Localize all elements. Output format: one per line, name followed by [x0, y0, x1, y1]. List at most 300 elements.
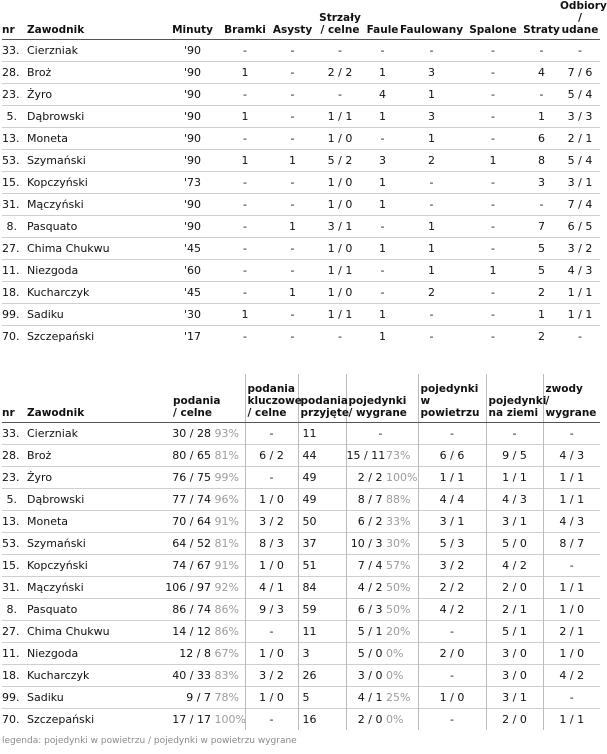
- cell-shots: -: [315, 84, 365, 106]
- cell-nr: 23.: [2, 84, 25, 106]
- cell-fouls: 1: [365, 172, 400, 194]
- table-row: [2, 172, 600, 194]
- table-row: [2, 532, 600, 554]
- cell-key-passes: -: [245, 466, 298, 488]
- cell-ground-duels: 2 / 0: [486, 576, 543, 598]
- cell-goals: 1: [220, 106, 270, 128]
- cell-losses: 5: [523, 260, 560, 282]
- cell-offsides: -: [463, 84, 523, 106]
- cell-minutes: '90: [165, 194, 220, 216]
- cell-player: Sadiku: [25, 686, 165, 708]
- duels-value: 4 / 2: [357, 580, 383, 594]
- cell-ground-duels: 3 / 0: [486, 642, 543, 664]
- cell-ground-duels: 3 / 1: [486, 686, 543, 708]
- table-row: [2, 488, 600, 510]
- cell-player: Szymański: [25, 532, 165, 554]
- cell-offsides: -: [463, 172, 523, 194]
- cell-air-duels: 4 / 4: [418, 488, 486, 510]
- cell-nr: 11.: [2, 642, 25, 664]
- cell-received: 16: [298, 708, 346, 730]
- cell-losses: 4: [523, 62, 560, 84]
- cell-key-passes: 1 / 0: [245, 488, 298, 510]
- passes-value: 76 / 75: [172, 470, 211, 484]
- cell-ground-duels: 2 / 1: [486, 598, 543, 620]
- cell-goals: -: [220, 260, 270, 282]
- col-dribbles-l2: / wygrane: [545, 394, 597, 419]
- table-row: [2, 466, 600, 488]
- cell-received: 51: [298, 554, 346, 576]
- cell-player: Sadiku: [25, 304, 165, 326]
- cell-player: Cierzniak: [25, 422, 165, 444]
- cell-nr: 8.: [2, 216, 25, 238]
- cell-air-duels: 4 / 2: [418, 598, 486, 620]
- cell-losses: 7: [523, 216, 560, 238]
- cell-key-passes: 6 / 2: [245, 444, 298, 466]
- cell-dribbles: 1 / 1: [543, 576, 600, 598]
- cell-passes: [165, 620, 245, 642]
- cell-goals: -: [220, 282, 270, 304]
- cell-fouled: 1: [400, 216, 463, 238]
- cell-assists: -: [270, 260, 315, 282]
- duels-pct: 20%: [386, 624, 411, 638]
- table-row: [2, 510, 600, 532]
- passes-value: 14 / 12: [172, 624, 211, 638]
- cell-dribbles: 4 / 3: [543, 510, 600, 532]
- cell-tackles: 3 / 1: [560, 172, 600, 194]
- cell-offsides: 1: [463, 150, 523, 172]
- table-row: [2, 40, 600, 62]
- cell-ground-duels: 3 / 1: [486, 510, 543, 532]
- cell-received: 11: [298, 422, 346, 444]
- passes-value: 74 / 67: [172, 558, 211, 572]
- cell-fouled: -: [400, 326, 463, 348]
- cell-nr: 31.: [2, 576, 25, 598]
- cell-dribbles: -: [543, 686, 600, 708]
- cell-air-duels: 1 / 1: [418, 466, 486, 488]
- match-stats-body: [2, 40, 600, 348]
- cell-nr: 31.: [2, 194, 25, 216]
- cell-nr: 15.: [2, 554, 25, 576]
- col-passes: [165, 374, 245, 422]
- cell-shots: -: [315, 326, 365, 348]
- col-nr: nr: [2, 374, 25, 422]
- cell-assists: -: [270, 194, 315, 216]
- passes-pct: 99%: [214, 470, 239, 484]
- cell-fouls: 1: [365, 238, 400, 260]
- table-row: [2, 194, 600, 216]
- cell-shots: 1 / 0: [315, 194, 365, 216]
- cell-offsides: -: [463, 282, 523, 304]
- col-offsides: Spalone: [463, 0, 523, 40]
- table-row: [2, 642, 600, 664]
- passes-pct: 91%: [214, 514, 239, 528]
- cell-received: 3: [298, 642, 346, 664]
- cell-received: 49: [298, 466, 346, 488]
- cell-duels: [346, 576, 418, 598]
- cell-passes: [165, 532, 245, 554]
- cell-player: Chima Chukwu: [25, 238, 165, 260]
- duels-pct: 0%: [386, 646, 404, 660]
- cell-nr: 70.: [2, 326, 25, 348]
- match-stats-table: [2, 0, 607, 347]
- table-row: [2, 282, 600, 304]
- passes-pct: 83%: [214, 668, 239, 682]
- cell-fouls: 3: [365, 150, 400, 172]
- cell-received: 84: [298, 576, 346, 598]
- duels-value: 2 / 2: [357, 470, 383, 484]
- table-row: [2, 238, 600, 260]
- duels-value: 3 / 0: [357, 668, 383, 682]
- cell-nr: 33.: [2, 40, 25, 62]
- cell-dribbles: -: [543, 554, 600, 576]
- cell-duels: [346, 686, 418, 708]
- cell-player: Kucharczyk: [25, 282, 165, 304]
- cell-losses: 1: [523, 106, 560, 128]
- cell-assists: -: [270, 326, 315, 348]
- cell-air-duels: -: [418, 620, 486, 642]
- cell-shots: 3 / 1: [315, 216, 365, 238]
- duels-value: 6 / 2: [357, 514, 383, 528]
- table-row: [2, 422, 600, 444]
- duels-pct: 0%: [386, 712, 404, 726]
- cell-player: Żyro: [25, 84, 165, 106]
- cell-received: 5: [298, 686, 346, 708]
- col-air-l1: pojedynki: [420, 382, 479, 395]
- cell-key-passes: 1 / 0: [245, 686, 298, 708]
- cell-goals: -: [220, 40, 270, 62]
- cell-goals: -: [220, 238, 270, 260]
- cell-fouls: 1: [365, 326, 400, 348]
- cell-player: Cierzniak: [25, 40, 165, 62]
- cell-key-passes: -: [245, 422, 298, 444]
- cell-air-duels: 2 / 2: [418, 576, 486, 598]
- cell-assists: 1: [270, 282, 315, 304]
- cell-received: 50: [298, 510, 346, 532]
- passes-value: 30 / 28: [172, 426, 211, 440]
- cell-losses: 8: [523, 150, 560, 172]
- cell-passes: [165, 510, 245, 532]
- col-tackles: [560, 0, 607, 40]
- table-row: [2, 326, 600, 348]
- cell-fouled: 1: [400, 128, 463, 150]
- passes-value: 17 / 17: [172, 712, 211, 726]
- cell-air-duels: 6 / 6: [418, 444, 486, 466]
- table-row: [2, 216, 600, 238]
- cell-air-duels: 3 / 2: [418, 554, 486, 576]
- col-passes-l1: podania: [173, 394, 221, 407]
- duels-pct: 33%: [386, 514, 411, 528]
- passes-value: 106 / 97: [165, 580, 211, 594]
- table-row: [2, 304, 600, 326]
- cell-tackles: 7 / 6: [560, 62, 600, 84]
- cell-fouled: -: [400, 304, 463, 326]
- col-fouled: Faulowany: [400, 0, 463, 40]
- cell-assists: 1: [270, 216, 315, 238]
- cell-fouled: 1: [400, 84, 463, 106]
- cell-player: Niezgoda: [25, 260, 165, 282]
- cell-received: 49: [298, 488, 346, 510]
- table-row: [2, 150, 600, 172]
- cell-fouls: -: [365, 128, 400, 150]
- cell-nr: 5.: [2, 106, 25, 128]
- cell-tackles: 6 / 5: [560, 216, 600, 238]
- duels-value: 4 / 1: [357, 690, 383, 704]
- cell-air-duels: -: [418, 708, 486, 730]
- cell-goals: 1: [220, 150, 270, 172]
- cell-assists: -: [270, 106, 315, 128]
- table-row: [2, 576, 600, 598]
- table-row: [2, 128, 600, 150]
- cell-air-duels: -: [418, 422, 486, 444]
- cell-nr: 27.: [2, 238, 25, 260]
- passes-pct: 67%: [214, 646, 239, 660]
- cell-player: Szczepański: [25, 708, 165, 730]
- cell-air-duels: 2 / 0: [418, 642, 486, 664]
- cell-passes: [165, 642, 245, 664]
- cell-fouls: -: [365, 216, 400, 238]
- col-dribbles: [543, 374, 600, 422]
- col-goals: Bramki: [220, 0, 270, 40]
- col-key-l1: podania: [247, 382, 295, 395]
- cell-minutes: '90: [165, 128, 220, 150]
- cell-ground-duels: 2 / 0: [486, 708, 543, 730]
- cell-key-passes: 8 / 3: [245, 532, 298, 554]
- cell-shots: 1 / 1: [315, 260, 365, 282]
- passes-pct: 100%: [214, 712, 246, 726]
- legend-note: legenda: pojedynki w powietrzu / pojedynki w powietrzu wygrane: [2, 736, 297, 746]
- cell-tackles: -: [560, 40, 600, 62]
- cell-nr: 28.: [2, 62, 25, 84]
- cell-dribbles: 8 / 7: [543, 532, 600, 554]
- cell-shots: 1 / 0: [315, 172, 365, 194]
- cell-player: Moneta: [25, 510, 165, 532]
- duels-pct: 30%: [386, 536, 411, 550]
- cell-passes: [165, 664, 245, 686]
- cell-tackles: 2 / 1: [560, 128, 600, 150]
- cell-dribbles: 2 / 1: [543, 620, 600, 642]
- cell-fouled: -: [400, 172, 463, 194]
- cell-key-passes: 3 / 2: [245, 510, 298, 532]
- cell-player: Mączyński: [25, 194, 165, 216]
- cell-air-duels: -: [418, 664, 486, 686]
- cell-ground-duels: 4 / 2: [486, 554, 543, 576]
- cell-player: Chima Chukwu: [25, 620, 165, 642]
- cell-nr: 53.: [2, 532, 25, 554]
- cell-fouled: 3: [400, 106, 463, 128]
- cell-duels: [346, 664, 418, 686]
- cell-received: 26: [298, 664, 346, 686]
- cell-goals: 1: [220, 304, 270, 326]
- table-row: [2, 554, 600, 576]
- duels-value: 7 / 4: [357, 558, 383, 572]
- cell-received: 59: [298, 598, 346, 620]
- cell-duels: [346, 620, 418, 642]
- cell-dribbles: -: [543, 422, 600, 444]
- cell-tackles: 1 / 1: [560, 282, 600, 304]
- cell-nr: 13.: [2, 128, 25, 150]
- cell-player: Mączyński: [25, 576, 165, 598]
- cell-dribbles: 4 / 3: [543, 444, 600, 466]
- cell-player: Kucharczyk: [25, 664, 165, 686]
- cell-losses: -: [523, 84, 560, 106]
- cell-offsides: -: [463, 62, 523, 84]
- cell-goals: -: [220, 128, 270, 150]
- cell-nr: 8.: [2, 598, 25, 620]
- cell-tackles: 5 / 4: [560, 84, 600, 106]
- col-shots-l1: Strzały: [319, 12, 361, 24]
- cell-dribbles: 1 / 1: [543, 708, 600, 730]
- duels-value: 2 / 0: [357, 712, 383, 726]
- passes-pct: 91%: [214, 558, 239, 572]
- duels-pct: 88%: [386, 492, 411, 506]
- cell-passes: [165, 466, 245, 488]
- cell-fouled: 3: [400, 62, 463, 84]
- passes-value: 12 / 8: [179, 646, 211, 660]
- cell-nr: 27.: [2, 620, 25, 642]
- table-row: [2, 620, 600, 642]
- cell-fouled: 2: [400, 150, 463, 172]
- cell-ground-duels: 3 / 0: [486, 664, 543, 686]
- duels-value: 6 / 3: [357, 602, 383, 616]
- cell-shots: -: [315, 40, 365, 62]
- cell-passes: [165, 686, 245, 708]
- cell-received: 44: [298, 444, 346, 466]
- cell-player: Niezgoda: [25, 642, 165, 664]
- cell-received: 11: [298, 620, 346, 642]
- cell-fouls: -: [365, 260, 400, 282]
- cell-key-passes: 3 / 2: [245, 664, 298, 686]
- cell-minutes: '30: [165, 304, 220, 326]
- cell-minutes: '90: [165, 150, 220, 172]
- passes-value: 70 / 64: [172, 514, 211, 528]
- duels-pct: 0%: [386, 668, 404, 682]
- cell-assists: -: [270, 304, 315, 326]
- cell-fouled: 2: [400, 282, 463, 304]
- duels-pct: 73%: [386, 448, 411, 462]
- col-fouls: Faule: [365, 0, 400, 40]
- col-minutes: Minuty: [165, 0, 220, 40]
- duels-pct: 100%: [386, 470, 418, 484]
- cell-dribbles: 4 / 2: [543, 664, 600, 686]
- col-passes-l2: / celne: [173, 406, 213, 419]
- cell-minutes: '73: [165, 172, 220, 194]
- cell-nr: 18.: [2, 282, 25, 304]
- cell-minutes: '60: [165, 260, 220, 282]
- cell-losses: -: [523, 194, 560, 216]
- col-air-duels: [418, 374, 486, 422]
- duels-pct: 25%: [386, 690, 411, 704]
- duels-pct: 50%: [386, 602, 411, 616]
- cell-key-passes: -: [245, 620, 298, 642]
- cell-minutes: '90: [165, 40, 220, 62]
- cell-nr: 23.: [2, 466, 25, 488]
- table-row: [2, 106, 600, 128]
- cell-air-duels: 1 / 0: [418, 686, 486, 708]
- col-ground-duels: [486, 374, 547, 422]
- passes-pct: 81%: [214, 536, 239, 550]
- cell-dribbles: 1 / 1: [543, 488, 600, 510]
- col-player: Zawodnik: [25, 0, 165, 40]
- cell-nr: 99.: [2, 686, 25, 708]
- cell-ground-duels: 5 / 0: [486, 532, 543, 554]
- cell-minutes: '90: [165, 62, 220, 84]
- passes-value: 64 / 52: [172, 536, 211, 550]
- col-key-passes: [245, 374, 302, 422]
- passing-duels-table: [2, 374, 600, 730]
- cell-assists: -: [270, 40, 315, 62]
- cell-minutes: '90: [165, 106, 220, 128]
- passes-pct: 86%: [214, 602, 239, 616]
- passes-pct: 78%: [214, 690, 239, 704]
- duels-pct: 57%: [386, 558, 411, 572]
- cell-offsides: -: [463, 238, 523, 260]
- table-row: [2, 62, 600, 84]
- passes-value: 77 / 74: [172, 492, 211, 506]
- col-dribbles-l1: zwody: [545, 382, 583, 395]
- cell-losses: 2: [523, 326, 560, 348]
- cell-offsides: -: [463, 40, 523, 62]
- cell-offsides: -: [463, 326, 523, 348]
- cell-duels: [346, 598, 418, 620]
- cell-offsides: -: [463, 194, 523, 216]
- duels-value: 10 / 3: [350, 536, 383, 550]
- cell-dribbles: 1 / 0: [543, 598, 600, 620]
- header-row: [2, 0, 600, 40]
- table-row: [2, 708, 600, 730]
- cell-player: Szczepański: [25, 326, 165, 348]
- col-ground-l1: pojedynki: [488, 394, 547, 407]
- cell-losses: 6: [523, 128, 560, 150]
- cell-tackles: 3 / 2: [560, 238, 600, 260]
- passes-value: 40 / 33: [172, 668, 211, 682]
- cell-air-duels: 3 / 1: [418, 510, 486, 532]
- cell-shots: 1 / 1: [315, 106, 365, 128]
- cell-shots: 2 / 2: [315, 62, 365, 84]
- cell-dribbles: 1 / 0: [543, 642, 600, 664]
- duels-value: 15 / 11: [346, 448, 386, 462]
- cell-passes: [165, 708, 245, 730]
- cell-shots: 1 / 0: [315, 128, 365, 150]
- col-player: Zawodnik: [25, 374, 165, 422]
- header-row: [2, 374, 600, 422]
- cell-goals: 1: [220, 62, 270, 84]
- cell-key-passes: 4 / 1: [245, 576, 298, 598]
- col-received-l1: podania: [300, 394, 348, 407]
- cell-player: Dąbrowski: [25, 488, 165, 510]
- cell-player: Pasquato: [25, 598, 165, 620]
- cell-fouls: 1: [365, 106, 400, 128]
- cell-minutes: '17: [165, 326, 220, 348]
- cell-minutes: '90: [165, 84, 220, 106]
- passes-pct: 92%: [214, 580, 239, 594]
- col-key-l3: / celne: [247, 406, 287, 419]
- passes-pct: 86%: [214, 624, 239, 638]
- cell-duels: [346, 708, 418, 730]
- cell-tackles: 3 / 3: [560, 106, 600, 128]
- passes-pct: 81%: [214, 448, 239, 462]
- cell-player: Broż: [25, 62, 165, 84]
- cell-player: Kopczyński: [25, 554, 165, 576]
- cell-ground-duels: 1 / 1: [486, 466, 543, 488]
- cell-passes: [165, 422, 245, 444]
- cell-losses: 5: [523, 238, 560, 260]
- table-row: [2, 598, 600, 620]
- cell-passes: [165, 554, 245, 576]
- cell-player: Kopczyński: [25, 172, 165, 194]
- cell-player: Moneta: [25, 128, 165, 150]
- cell-passes: [165, 444, 245, 466]
- table-row: [2, 260, 600, 282]
